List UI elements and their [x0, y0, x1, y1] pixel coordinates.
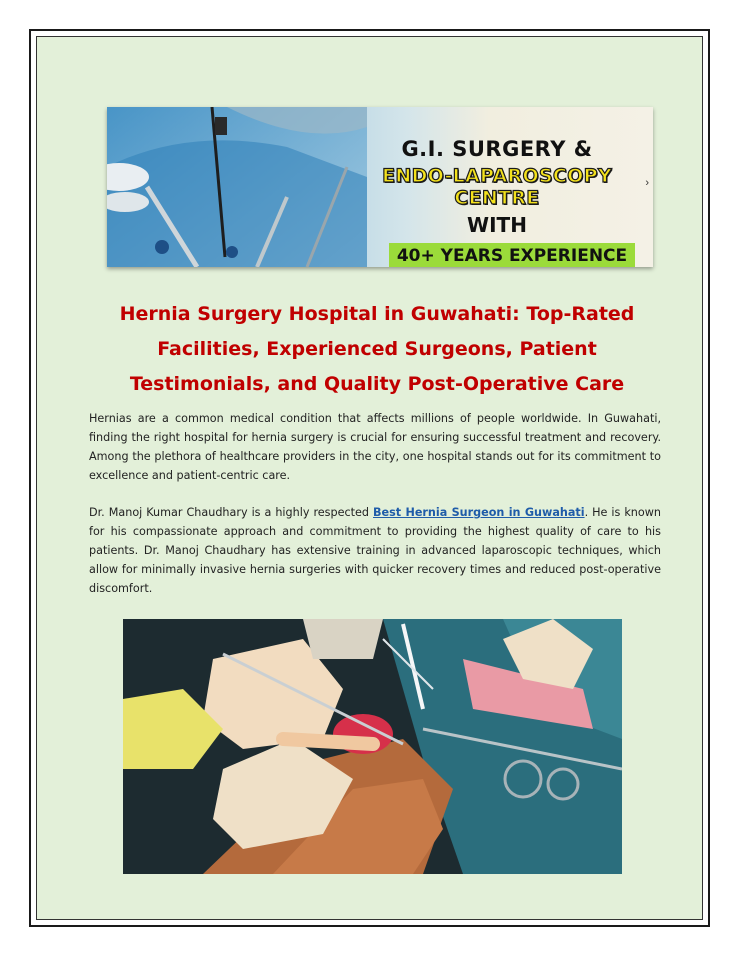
banner-line-centre: ENDO-LAPAROSCOPY CENTRE	[382, 165, 612, 209]
surgeon-paragraph	[89, 503, 661, 598]
banner-caption	[357, 137, 637, 267]
document-page	[29, 29, 710, 927]
banner-experience-badge: 40+ YEARS EXPERIENCE	[389, 243, 635, 267]
banner-line-with: WITH	[467, 213, 527, 237]
surgery-photo	[123, 619, 622, 874]
banner-line-surgery: G.I. SURGERY &	[401, 137, 593, 161]
intro-paragraph: Hernias are a common medical condition that affects millions of people worldwide. In Guwahati, finding the right hospital for hernia surgery is crucial for ensuring successful treatment and recovery. Among the plethora of healthcare providers in the city, one hospital stands out for its commitment to excellence and patient-centric care.	[89, 412, 661, 482]
article-title: Hernia Surgery Hospital in Guwahati: Top-Rated Facilities, Experienced Surgeons, Patient Testimonials, and Quality Post-Operative Care	[119, 303, 635, 395]
surgeon-paragraph-end: . He is known for his compassionate approach and commitment to providing the highest quality of care to his patients. Dr. Manoj Chaudhary has extensive training in advanced laparoscopic techniques, which allow for minimally invasive hernia surgeries with quicker recovery times and reduced post-operative discomfort.	[89, 506, 661, 595]
page-content-frame	[36, 36, 703, 920]
surgery-photo-illustration	[123, 619, 622, 874]
banner-image	[107, 107, 653, 267]
best-hernia-surgeon-link[interactable]: Best Hernia Surgeon in Guwahati	[373, 506, 585, 519]
surgeon-paragraph-start: Dr. Manoj Kumar Chaudhary is a highly respected	[89, 506, 374, 519]
chevron-right-icon: ›	[645, 177, 649, 189]
